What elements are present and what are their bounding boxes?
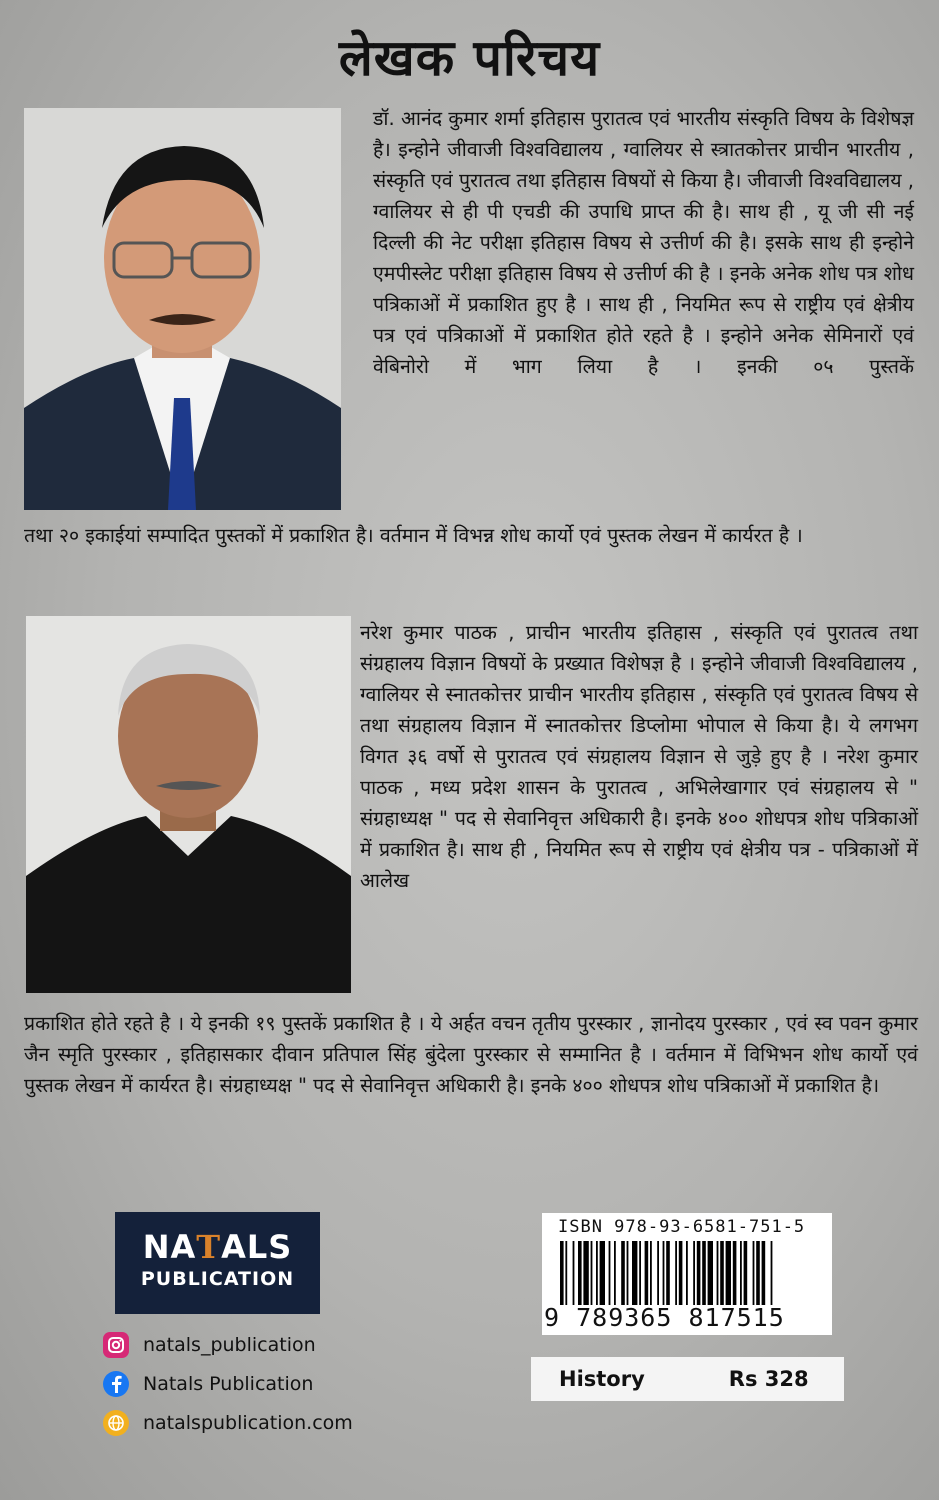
barcode-bar bbox=[583, 1241, 588, 1305]
barcode-bar bbox=[717, 1241, 719, 1305]
barcode-bars bbox=[560, 1241, 818, 1305]
author2-bio-side bbox=[360, 617, 918, 896]
barcode-bar bbox=[693, 1241, 695, 1305]
barcode-bar bbox=[591, 1241, 593, 1305]
barcode-bar bbox=[744, 1241, 748, 1305]
barcode-bar bbox=[609, 1241, 611, 1305]
barcode-bar bbox=[632, 1241, 637, 1305]
publisher-logo bbox=[115, 1212, 320, 1314]
barcode-digits: 9 789365 817515 bbox=[544, 1303, 785, 1332]
barcode-bar bbox=[708, 1241, 713, 1305]
author2-bio-side-text: नरेश कुमार पाठक , प्राचीन भारतीय इतिहास , संस्कृति एवं पुरातत्व तथा संग्रहालय विज्ञान विषयों के प्रख्यात विशेषज्ञ है । इन्होने जीवाजी विश्वविद्यालय , ग्वालियर से स्नातकोत्तर प्राचीन भारतीय इतिहास , संस्कृति एवं पुरातत्व विषय से तथा संग्रहालय विज्ञान में स्नातकोत्तर डिप्लोमा भोपाल से किया है। ये लगभग विगत ३६ वर्षो से पुरातत्व एवं संग्रहालय विज्ञान से जुड़े हुए है । नरेश कुमार पाठक , मध्य प्रदेश शासन के पुरातत्व , अभिलेखागार एवं संग्रहालय से " संग्रहाध्यक्ष " पद से सेवानिवृत्त अधिकारी है। इनके ४०० शोधपत्र शोध पत्रिकाओं में प्रकाशित है। साथ ही , नियमित रूप से राष्ट्रीय एवं क्षेत्रीय पत्र - पत्रिकाओं में आलेख bbox=[360, 621, 918, 892]
barcode-bar bbox=[697, 1241, 701, 1305]
barcode-bar bbox=[771, 1241, 773, 1305]
barcode-bar bbox=[600, 1241, 605, 1305]
author1-bio-full-text: तथा २० इकाईयां सम्पादित पुस्तकों में प्रकाशित है। वर्तमान में विभन्न शोध कार्यो एवं पुस्तक लेखन में कार्यरत है । bbox=[24, 524, 803, 547]
barcode-bar bbox=[614, 1241, 616, 1305]
barcode-bar bbox=[578, 1241, 582, 1305]
isbn-barcode bbox=[542, 1213, 832, 1335]
logo-name bbox=[115, 1228, 320, 1266]
author1-bio-full bbox=[24, 520, 918, 551]
author1-bio-side bbox=[373, 103, 914, 382]
author2-photo bbox=[26, 616, 351, 993]
page-title: लेखक परिचय bbox=[338, 29, 601, 87]
category-price-box bbox=[531, 1357, 844, 1401]
barcode-bar bbox=[596, 1241, 598, 1305]
instagram-icon bbox=[103, 1332, 129, 1358]
barcode-bar bbox=[621, 1241, 625, 1305]
barcode-bar bbox=[740, 1241, 742, 1305]
barcode-bar bbox=[639, 1241, 641, 1305]
barcode-bar bbox=[650, 1241, 652, 1305]
barcode-bar bbox=[666, 1241, 670, 1305]
barcode-bar bbox=[645, 1241, 649, 1305]
website-url: natalspublication.com bbox=[143, 1412, 353, 1434]
barcode-bar bbox=[762, 1241, 766, 1305]
barcode-bar bbox=[560, 1241, 564, 1305]
barcode-bar bbox=[675, 1241, 677, 1305]
barcode-bar bbox=[726, 1241, 731, 1305]
barcode-bar bbox=[702, 1241, 706, 1305]
facebook-name: Natals Publication bbox=[143, 1373, 314, 1395]
globe-icon bbox=[103, 1410, 129, 1436]
social-website[interactable] bbox=[103, 1410, 353, 1436]
isbn-label: ISBN 978-93-6581-751-5 bbox=[558, 1217, 806, 1237]
social-instagram[interactable] bbox=[103, 1332, 316, 1358]
barcode-bar bbox=[756, 1241, 760, 1305]
barcode-bar bbox=[753, 1241, 755, 1305]
barcode-bar bbox=[733, 1241, 737, 1305]
instagram-handle: natals_publication bbox=[143, 1334, 316, 1356]
author2-bio-full-text: प्रकाशित होते रहते है । ये इनकी १९ पुस्तकें प्रकाशित है । ये अर्हत वचन तृतीय पुरस्कार , ज्ञानोदय पुरस्कार , एवं स्व पवन कुमार जैन स्मृति पुरस्कार , इतिहासकार दीवान प्रतिपाल सिंह बुंदेला पुरस्कार से सम्मानित है । वर्तमान में विभिभन शोध कार्यो एवं पुस्तक लेखन में कार्यरत है। संग्रहाध्यक्ष " पद से सेवानिवृत्त अधिकारी है। इनके ४०० शोधपत्र शोध पत्रिकाओं में प्रकाशित है। bbox=[24, 1012, 918, 1097]
logo-name-part-a: NA bbox=[142, 1228, 197, 1266]
facebook-icon bbox=[103, 1371, 129, 1397]
barcode-bar bbox=[720, 1241, 724, 1305]
barcode-bar bbox=[663, 1241, 665, 1305]
logo-subtitle: PUBLICATION bbox=[140, 1268, 295, 1290]
barcode-bar bbox=[657, 1241, 659, 1305]
author2-bio-full bbox=[24, 1008, 918, 1101]
barcode-bar bbox=[679, 1241, 683, 1305]
author1-photo bbox=[24, 108, 341, 510]
social-facebook[interactable] bbox=[103, 1371, 313, 1397]
barcode-bar bbox=[565, 1241, 567, 1305]
logo-name-t: T bbox=[196, 1228, 222, 1266]
barcode-bar bbox=[627, 1241, 629, 1305]
price-label: Rs 328 bbox=[728, 1367, 809, 1391]
category-label: History bbox=[559, 1367, 645, 1391]
barcode-bar bbox=[573, 1241, 575, 1305]
logo-name-part-b: ALS bbox=[221, 1228, 293, 1266]
barcode-bar bbox=[686, 1241, 688, 1305]
author1-bio-side-text: डॉ. आनंद कुमार शर्मा इतिहास पुरातत्व एवं भारतीय संस्कृति विषय के विशेषज्ञ है। इन्होने जीवाजी विश्वविद्यालय , ग्वालियर से स्त्रातकोत्तर प्राचीन भारतीय , संस्कृति एवं पुरातत्व तथा इतिहास विषयों से किया है। जीवाजी विश्वविद्यालय , ग्वालियर से ही पी एचडी की उपाधि प्राप्त की है। साथ ही , यू जी सी नई दिल्ली की नेट परीक्षा इतिहास विषय से उत्तीर्ण की है। इसके साथ ही इन्होने एमपीस्लेट परीक्षा इतिहास विषय से उत्तीर्ण की है । इनके अनेक शोध पत्र शोध पत्रिकाओं में प्रकाशित हुए है । साथ ही , नियमित रूप से राष्ट्रीय एवं क्षेत्रीय पत्र एवं पत्रिकाओं में प्रकाशित होते रहते है । इन्होने अनेक सेमिनारों एवं वेबिनोरो में भाग लिया है । इनकी ०५ पुस्तकें bbox=[373, 107, 914, 378]
